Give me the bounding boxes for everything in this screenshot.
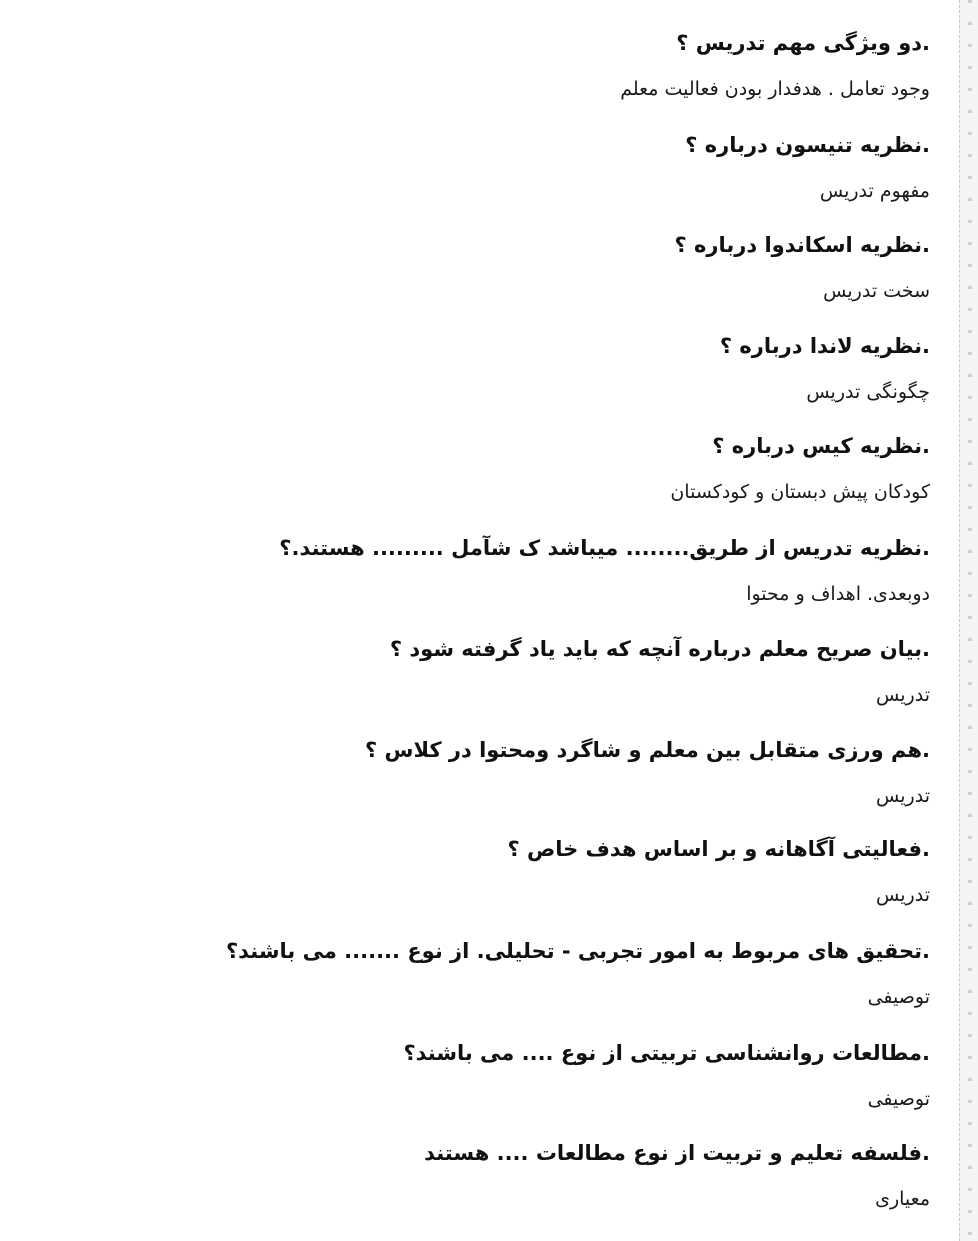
answer-text: تدریس	[876, 684, 930, 706]
question-text: .تحقیق های مربوط به امور تجربی - تحلیلی. از نوع ....... می باشند؟	[225, 939, 930, 963]
answer-text: کودکان پیش دبستان و کودکستان	[670, 481, 930, 503]
answer-text: چگونگی تدریس	[806, 381, 930, 403]
question-text: .نظریه تدریس از طریق........ میباشد ک شآمل ......... هستند.؟	[279, 536, 930, 560]
qa-item	[30, 634, 930, 709]
question-text: .نظریه کیس درباره ؟	[712, 434, 930, 458]
answer-text: سخت تدریس	[823, 280, 930, 302]
question-text: .دو ویژگی مهم تدریس ؟	[676, 31, 930, 55]
qa-item	[30, 28, 930, 103]
answer-text: دوبعدی. اهداف و محتوا	[746, 583, 930, 605]
answer-text: معیاری	[875, 1188, 930, 1210]
answer-text: مفهوم تدریس	[819, 180, 930, 202]
question-text: .مطالعات روانشناسی تربیتی از نوع .... می باشند؟	[403, 1041, 930, 1065]
answer-text: توصیفی	[867, 986, 930, 1008]
answer-text: وجود تعامل . هدفدار بودن فعالیت معلم	[620, 78, 930, 100]
question-text: .نظریه اسکاندوا درباره ؟	[674, 233, 930, 257]
qa-item	[30, 533, 930, 608]
page-edge-marks	[968, 0, 972, 1241]
question-text: .نظریه لاندا درباره ؟	[719, 334, 930, 358]
question-text: .هم ورزی متقابل بین معلم و شاگرد ومحتوا در کلاس ؟	[364, 738, 930, 762]
answer-text: توصیفی	[867, 1088, 930, 1110]
qa-item	[30, 735, 930, 810]
answer-text: تدریس	[876, 884, 930, 906]
qa-item	[30, 130, 930, 205]
answer-text: تدریس	[876, 785, 930, 807]
question-text: .بیان صریح معلم درباره آنچه که باید یاد گرفته شود ؟	[389, 637, 930, 661]
qa-item	[30, 936, 930, 1011]
question-text: .نظریه تنیسون درباره ؟	[685, 133, 930, 157]
qa-item	[30, 230, 930, 305]
qa-item	[30, 431, 930, 506]
question-text: .فعالیتی آگاهانه و بر اساس هدف خاص ؟	[507, 837, 930, 861]
page-edge	[959, 0, 978, 1241]
qa-item	[30, 1138, 930, 1213]
question-text: .فلسفه تعلیم و تربیت از نوع مطالعات .... هستند	[424, 1141, 930, 1165]
qa-item	[30, 331, 930, 406]
qa-item	[30, 834, 930, 909]
qa-item	[30, 1038, 930, 1113]
